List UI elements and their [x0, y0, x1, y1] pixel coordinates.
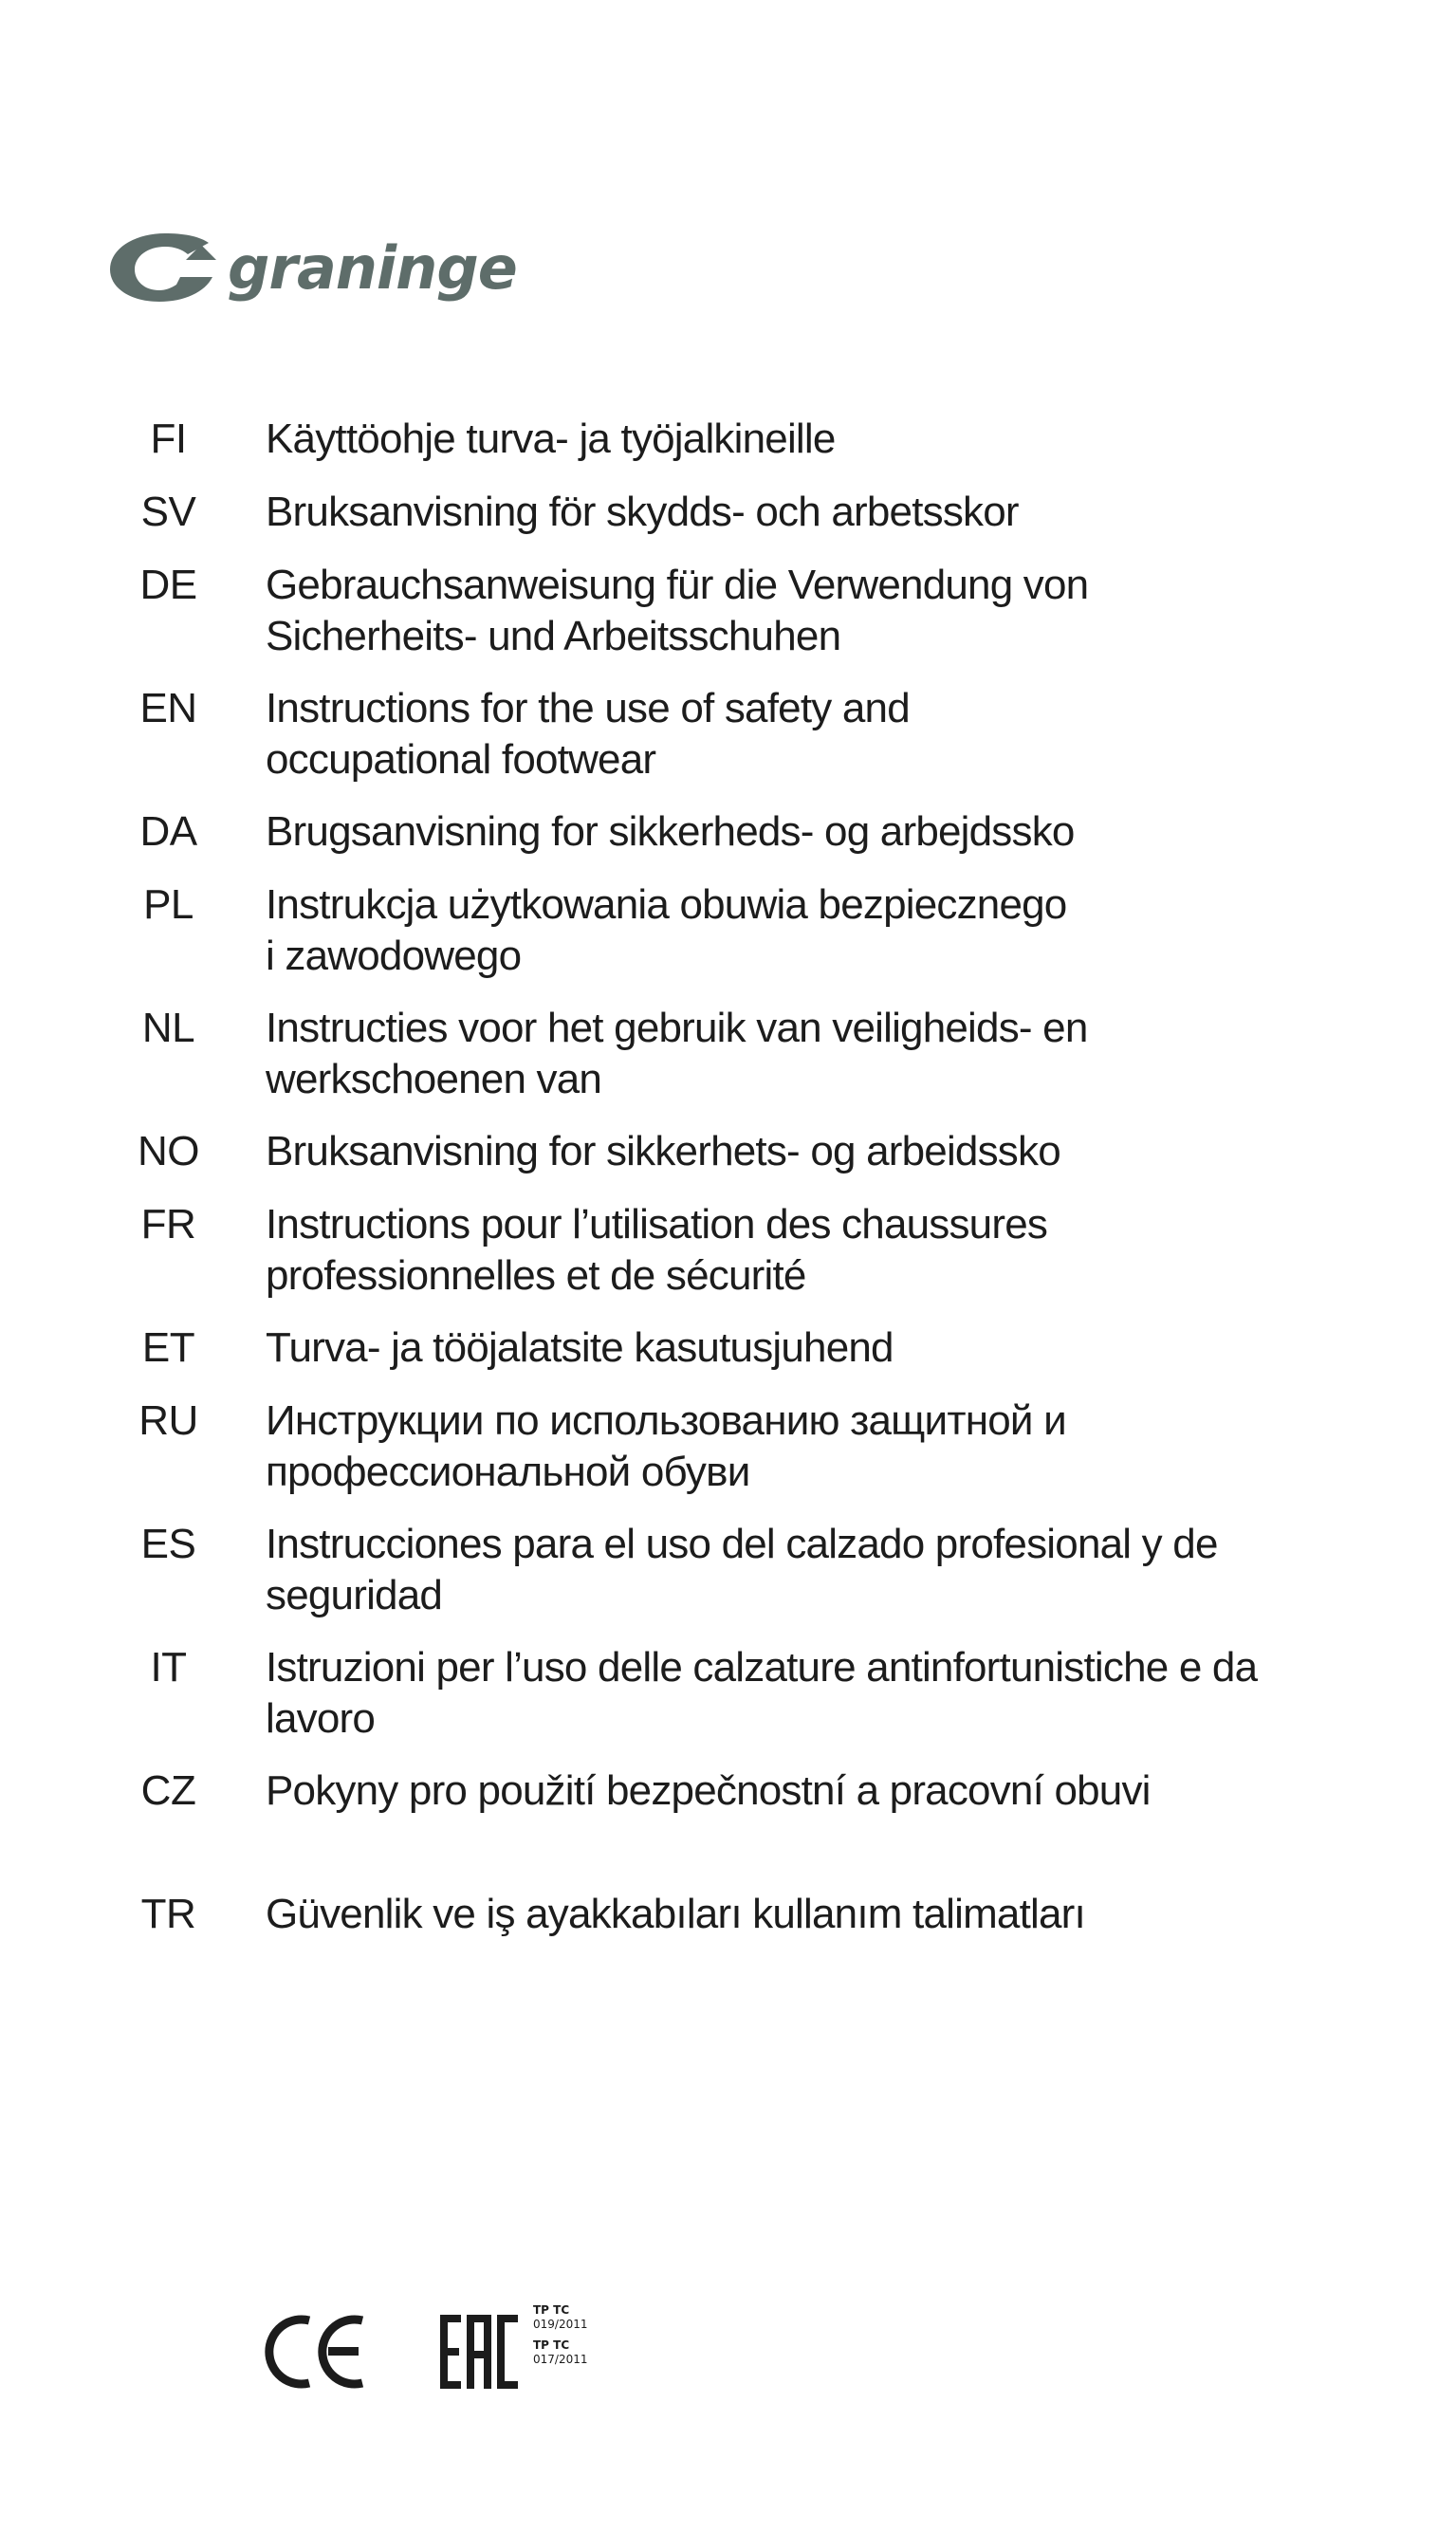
- language-title-line: occupational footwear: [266, 736, 656, 783]
- language-title: [266, 1322, 1328, 1374]
- language-code: ET: [141, 1324, 195, 1371]
- eac-mark-icon: [440, 2313, 520, 2391]
- language-title-line: Instructies voor het gebruik van veiligheids- en: [266, 1005, 1088, 1051]
- language-title-line: i zawodowego: [266, 933, 522, 979]
- language-code: NL: [141, 1005, 195, 1051]
- language-code: ES: [140, 1521, 196, 1567]
- language-title-line: Käyttöohje turva- ja työjalkineille: [266, 416, 836, 462]
- language-title: [266, 1395, 1328, 1498]
- language-title-line: Bruksanvisning for sikkerhets- og arbeidssko: [266, 1128, 1060, 1174]
- tr-number-2: 017/2011: [533, 2353, 588, 2366]
- logo-wordmark: graninge: [228, 233, 517, 303]
- language-title: [266, 1889, 1328, 1940]
- language-title: [266, 414, 1328, 465]
- tr-code-2: TP TC: [533, 2338, 570, 2352]
- language-code: DE: [139, 562, 197, 608]
- language-title-line: Gebrauchsanweisung für die Verwendung von: [266, 562, 1089, 608]
- language-title-line: Instrucciones para el uso del calzado profesional y de: [266, 1521, 1218, 1567]
- ce-mark-icon: [264, 2313, 370, 2391]
- technical-regulations-block: [533, 2303, 624, 2374]
- language-title: [266, 1765, 1328, 1817]
- language-title: [266, 1199, 1328, 1302]
- language-code: RU: [138, 1397, 198, 1444]
- language-title: [266, 1126, 1328, 1177]
- language-title-line: Pokyny pro použití bezpečnostní a pracovní obuvi: [266, 1767, 1151, 1814]
- language-title: [266, 560, 1328, 662]
- language-title: [266, 879, 1328, 982]
- tr-number-1: 019/2011: [533, 2318, 588, 2331]
- language-title-line: профессиональной обуви: [266, 1449, 750, 1495]
- language-title-line: professionnelles et de sécurité: [266, 1252, 806, 1299]
- language-title-line: Instructions for the use of safety and: [266, 685, 910, 731]
- language-title-line: Istruzioni per l’uso delle calzature antinfortunistiche e da: [266, 1644, 1258, 1691]
- language-title: [266, 1519, 1328, 1621]
- language-title: [266, 1003, 1328, 1105]
- tr-code-1: TP TC: [533, 2303, 570, 2317]
- language-title-line: Bruksanvisning för skydds- och arbetsskor: [266, 489, 1019, 535]
- language-code: PL: [143, 881, 194, 928]
- language-title-line: Güvenlik ve iş ayakkabıları kullanım talimatları: [266, 1891, 1085, 1937]
- language-title: [266, 683, 1328, 785]
- language-code: FI: [150, 416, 187, 462]
- language-code: SV: [140, 489, 196, 535]
- language-title-line: Instrukcja użytkowania obuwia bezpiecznego: [266, 881, 1067, 928]
- language-title-line: Brugsanvisning for sikkerheds- og arbejdssko: [266, 808, 1075, 855]
- language-code: FR: [140, 1201, 196, 1248]
- language-title-line: seguridad: [266, 1572, 443, 1618]
- language-title: [266, 806, 1328, 858]
- language-title-line: Sicherheits- und Arbeitsschuhen: [266, 613, 841, 659]
- certification-marks: [264, 2303, 624, 2427]
- language-code: NO: [138, 1128, 199, 1174]
- language-code: EN: [139, 685, 197, 731]
- language-code: IT: [150, 1644, 187, 1691]
- language-title-line: Instructions pour l’utilisation des chaussures: [266, 1201, 1048, 1248]
- language-title: [266, 487, 1328, 538]
- language-code: TR: [140, 1891, 196, 1937]
- language-title-line: werkschoenen van: [266, 1056, 602, 1102]
- language-title-line: Turva- ja tööjalatsite kasutusjuhend: [266, 1324, 894, 1371]
- language-title-line: lavoro: [266, 1695, 376, 1742]
- language-code: DA: [139, 808, 197, 855]
- language-title: [266, 1642, 1328, 1745]
- language-code: CZ: [140, 1767, 196, 1814]
- language-title-line: Инструкции по использованию защитной и: [266, 1397, 1066, 1444]
